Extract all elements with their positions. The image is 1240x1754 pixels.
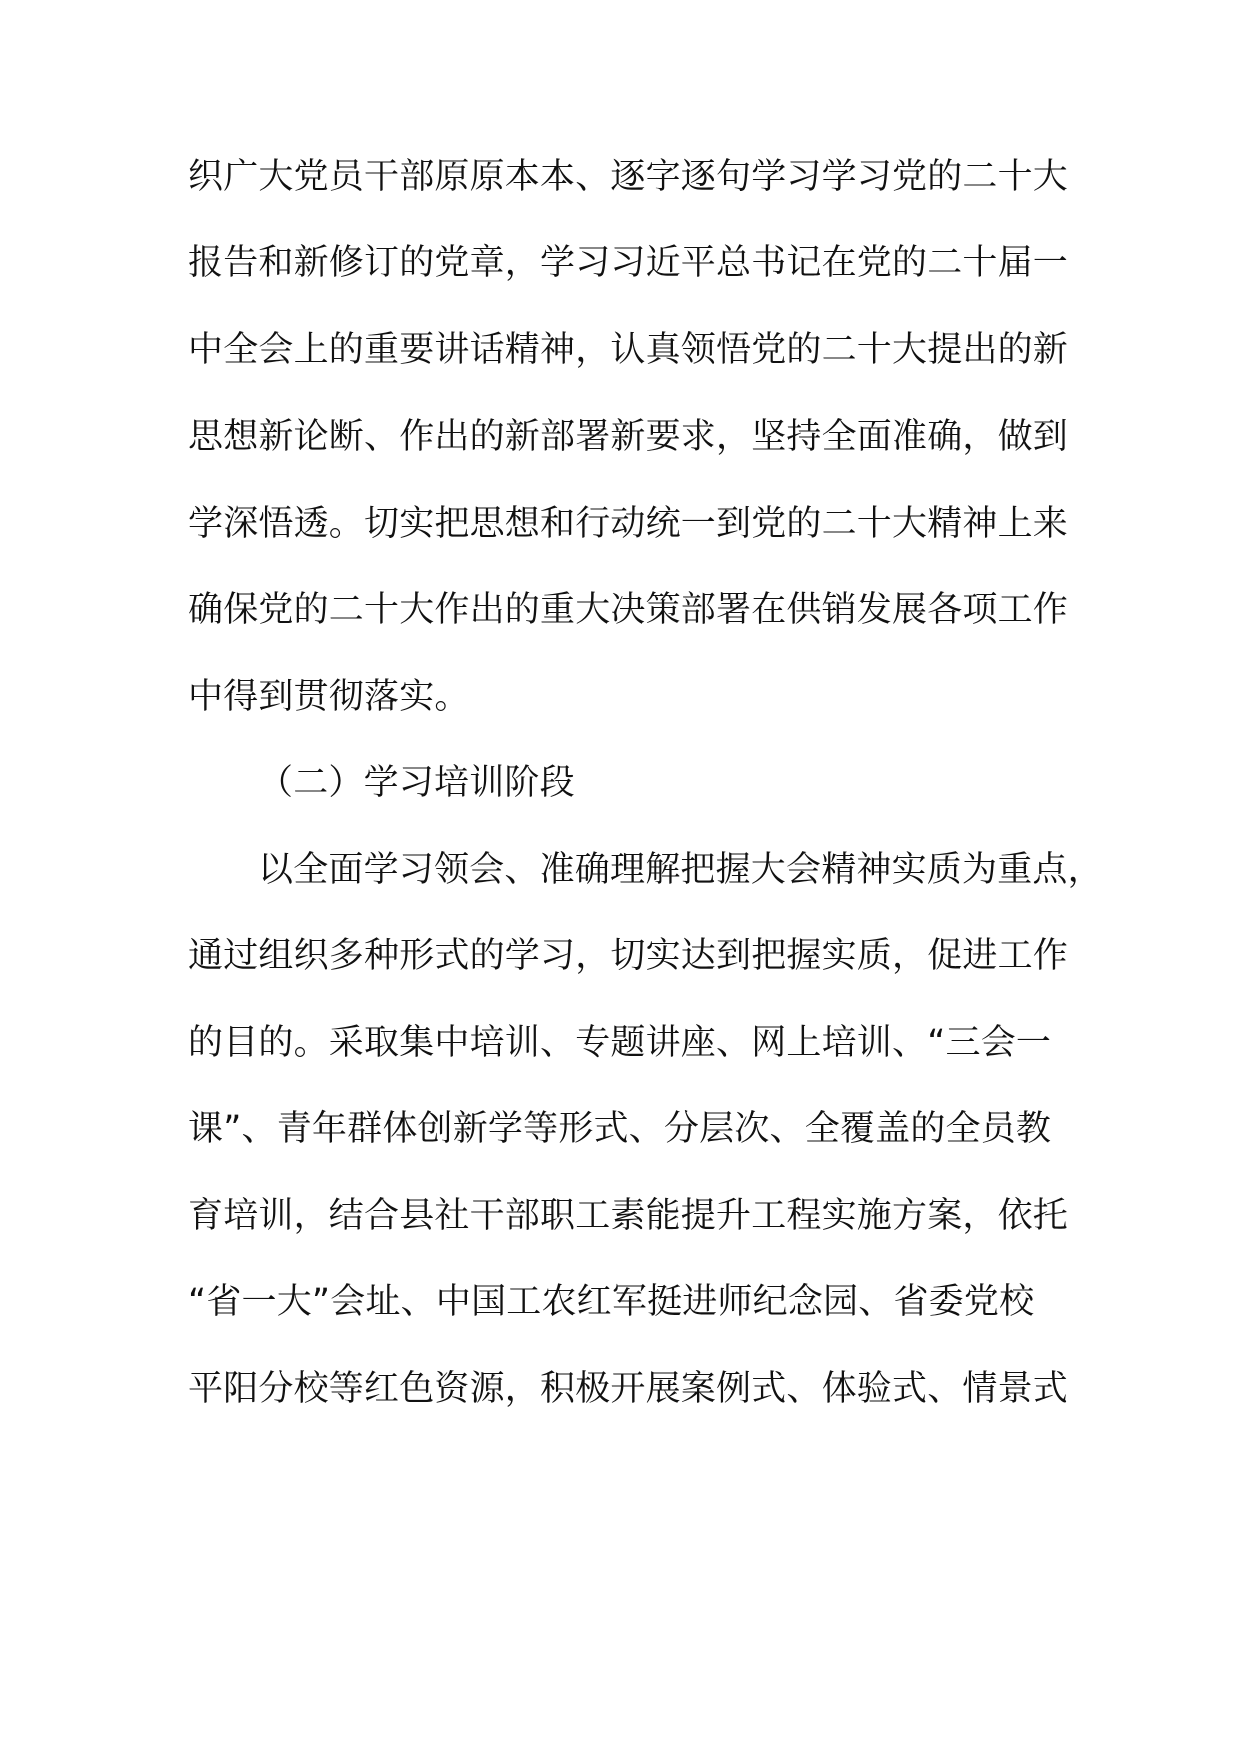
text-line: 育培训，结合县社干部职工素能提升工程实施方案，依托 [188, 1196, 1069, 1236]
text-line: 通过组织多种形式的学习，切实达到把握实质，促进工作 [188, 936, 1069, 976]
text-line: 确保党的二十大作出的重大决策部署在供销发展各项工作 [188, 590, 1069, 630]
text-line: 的目的。采取集中培训、专题讲座、网上培训、“三会一 [188, 1023, 1052, 1063]
text-line: “省一大”会址、中国工农红军挺进师纪念园、省委党校 [188, 1282, 1035, 1322]
text-line: 中全会上的重要讲话精神，认真领悟党的二十大提出的新 [188, 330, 1069, 370]
text-line: 织广大党员干部原原本本、逐字逐句学习学习党的二十大 [188, 157, 1069, 197]
text-line: 报告和新修订的党章，学习习近平总书记在党的二十届一 [188, 243, 1069, 283]
text-line: 学深悟透。切实把思想和行动统一到党的二十大精神上来 [188, 504, 1069, 544]
text-line: 课”、青年群体创新学等形式、分层次、全覆盖的全员教 [188, 1109, 1052, 1149]
text-line: 中得到贯彻落实。 [188, 677, 470, 717]
text-line: 平阳分校等红色资源，积极开展案例式、体验式、情景式 [188, 1369, 1069, 1409]
paragraph-first-line: 以全面学习领会、准确理解把握大会精神实质为重点， [258, 850, 1103, 890]
section-heading: （二）学习培训阶段 [258, 763, 575, 803]
text-line: 思想新论断、作出的新部署新要求，坚持全面准确，做到 [188, 417, 1069, 457]
